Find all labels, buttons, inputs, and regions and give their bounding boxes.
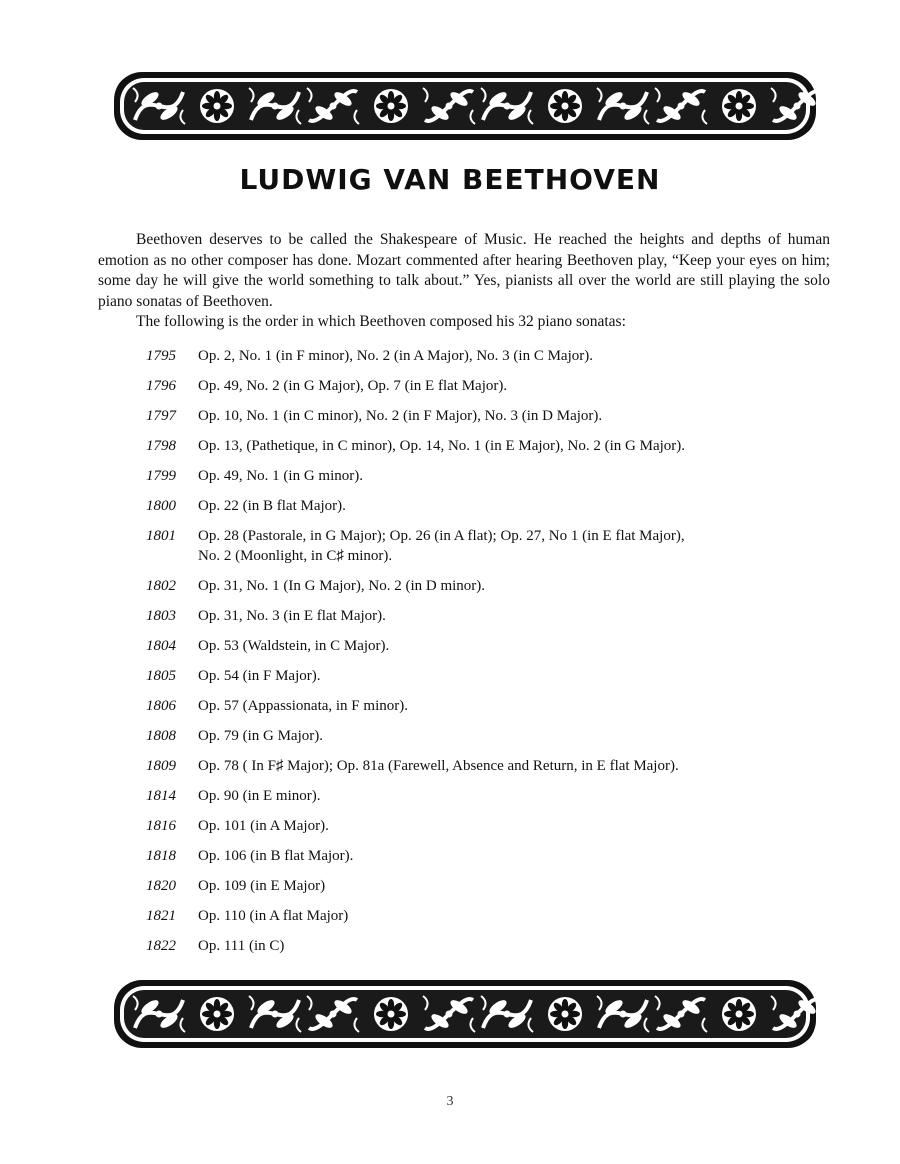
page-title: LUDWIG VAN BEETHOVEN [239,163,661,196]
sonata-description [198,816,826,836]
sonata-year: 1818 [146,848,176,864]
page-number: 3 [446,1094,454,1109]
sonata-description-line: Op. 78 ( In F♯ Major); Op. 81a (Farewell, Absence and Return, in E flat Major). [198,758,679,774]
list-item [146,496,826,516]
list-item [146,906,826,926]
intro-paragraph: Beethoven deserves to be called the Shakespeare of Music. He reached the heights and depths of human emotion as no other composer has done. Mozart commented after hearing Beethoven play, “Keep your eyes on him; some day he will give the world something to talk about.” Yes, pianists all over the world are still playing the solo piano sonatas of Beethoven. [98,231,830,310]
sonata-description-line: No. 2 (Moonlight, in C♯ minor). [198,548,393,564]
sonata-year: 1795 [146,348,176,364]
bottom-ornament-border [112,974,818,1054]
sonata-description [198,936,826,956]
sonata-description [198,696,826,716]
sonata-description-line: Op. 54 (in F Major). [198,668,321,684]
sonata-description [198,756,826,776]
sonata-year: 1800 [146,498,176,514]
sonata-year: 1820 [146,878,176,894]
sonata-year: 1796 [146,378,176,394]
sonata-description [198,876,826,896]
sonata-description [198,726,826,746]
top-ornament-border [112,66,818,146]
sonata-year: 1806 [146,698,176,714]
sonata-description [198,846,826,866]
sonata-description [198,436,826,456]
sonata-description-line: Op. 110 (in A flat Major) [198,908,349,924]
sonata-description [198,406,826,426]
list-item [146,636,826,656]
sonata-year: 1804 [146,638,176,654]
list-item [146,606,826,626]
sonata-description-line: Op. 49, No. 2 (in G Major), Op. 7 (in E flat Major). [198,378,508,394]
sonata-description [198,496,826,516]
sonata-year: 1798 [146,438,176,454]
sonata-year: 1821 [146,908,176,924]
sonata-description [198,906,826,926]
sonata-description-line: Op. 28 (Pastorale, in G Major); Op. 26 (in A flat); Op. 27, No 1 (in E flat Major), [198,528,685,544]
sonata-description [198,466,826,486]
sonata-description-line: Op. 111 (in C) [198,938,285,954]
list-item [146,436,826,456]
sonata-year: 1808 [146,728,176,744]
sonata-description-line: Op. 49, No. 1 (in G minor). [198,468,363,484]
sonata-description-line: Op. 101 (in A Major). [198,818,329,834]
sonata-description [198,666,826,686]
sonata-description-line: Op. 53 (Waldstein, in C Major). [198,638,390,654]
list-item [146,466,826,486]
sonata-description [198,526,826,566]
sonata-description-line: Op. 31, No. 3 (in E flat Major). [198,608,386,624]
sonata-year: 1816 [146,818,176,834]
sonata-description [198,786,826,806]
sonata-year: 1803 [146,608,176,624]
sonata-year: 1805 [146,668,176,684]
sonata-year: 1814 [146,788,176,804]
list-item [146,816,826,836]
list-item [146,666,826,686]
sonata-chronology-list [146,346,826,966]
list-item [146,756,826,776]
sonata-description-line: Op. 22 (in B flat Major). [198,498,346,514]
sonata-description-line: Op. 13, (Pathetique, in C minor), Op. 14, No. 1 (in E Major), No. 2 (in G Major). [198,438,686,454]
list-item [146,376,826,396]
sonata-year: 1797 [146,408,176,424]
list-item [146,876,826,896]
list-item [146,696,826,716]
sonata-description-line: Op. 2, No. 1 (in F minor), No. 2 (in A Major), No. 3 (in C Major). [198,348,593,364]
sonata-description [198,576,826,596]
list-item [146,936,826,956]
sonata-description-line: Op. 10, No. 1 (in C minor), No. 2 (in F Major), No. 3 (in D Major). [198,408,603,424]
sonata-year: 1822 [146,938,176,954]
sonata-year: 1802 [146,578,176,594]
sonata-description-line: Op. 106 (in B flat Major). [198,848,354,864]
list-item [146,346,826,366]
sonata-description [198,636,826,656]
sonata-year: 1799 [146,468,176,484]
list-item [146,726,826,746]
list-item [146,576,826,596]
sonata-description-line: Op. 31, No. 1 (In G Major), No. 2 (in D minor). [198,578,486,594]
ornament-foliage-graphic [112,66,818,146]
list-item [146,406,826,426]
sonata-description-line: Op. 109 (in E Major) [198,878,326,894]
intro-paragraph-list-lead: The following is the order in which Beethoven composed his 32 piano sonatas: [136,313,626,330]
sonata-description [198,376,826,396]
list-item [146,526,826,566]
sonata-description-line: Op. 90 (in E minor). [198,788,321,804]
sonata-description-line: Op. 57 (Appassionata, in F minor). [198,698,408,714]
list-item [146,846,826,866]
sonata-description [198,346,826,366]
list-item [146,786,826,806]
sonata-year: 1809 [146,758,176,774]
sonata-description-line: Op. 79 (in G Major). [198,728,323,744]
intro-text [98,230,830,333]
sonata-description [198,606,826,626]
ornament-foliage-graphic [112,974,818,1054]
sonata-year: 1801 [146,528,176,544]
